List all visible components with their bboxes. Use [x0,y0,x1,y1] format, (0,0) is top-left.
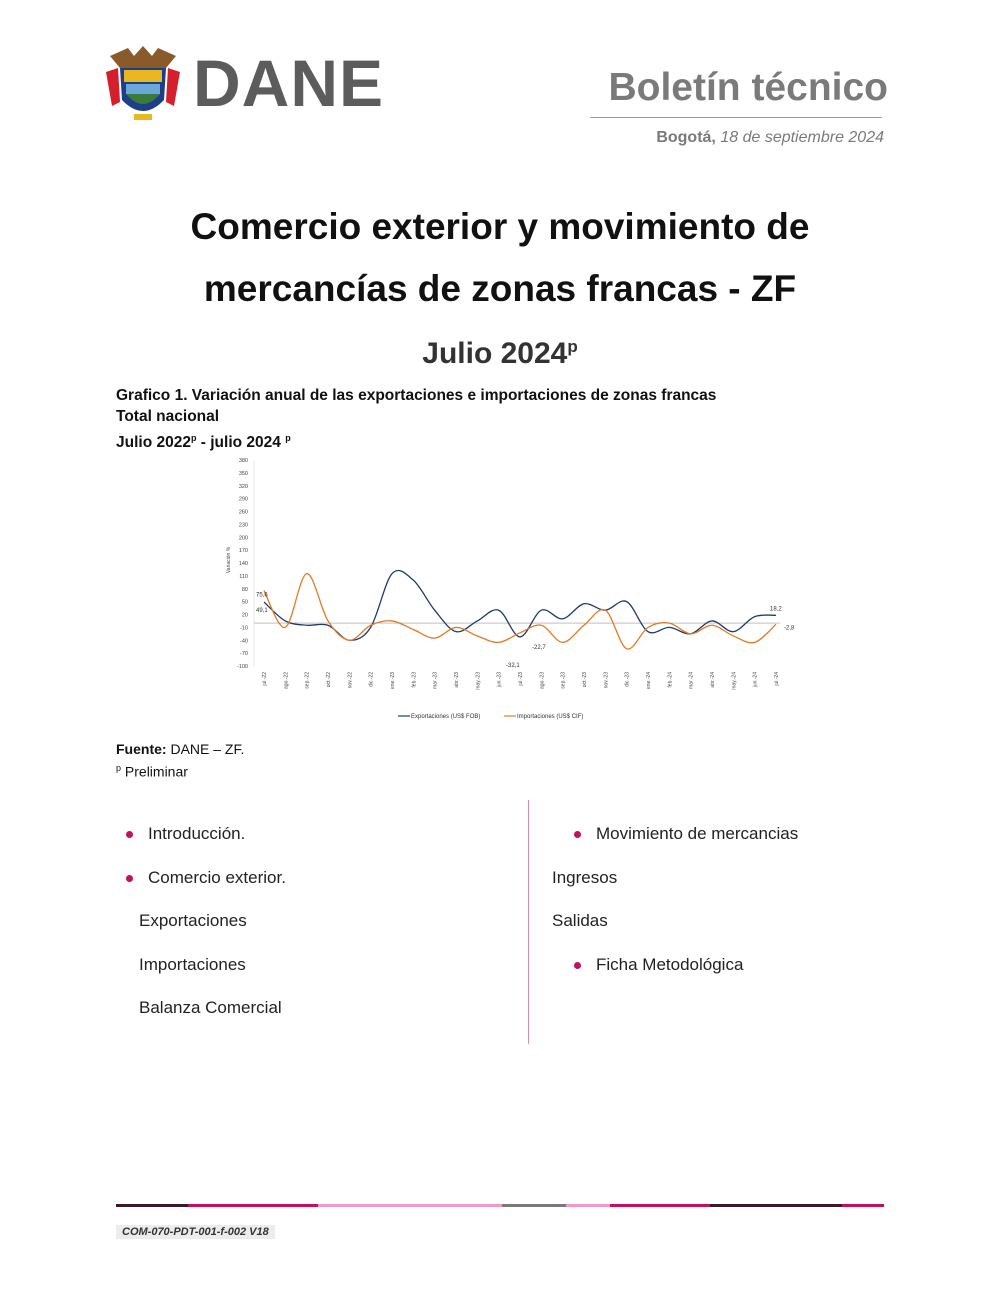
x-tick-label: jun.-24 [752,672,759,688]
data-label: 49,1 [256,608,268,615]
toc-item-importaciones[interactable]: Importaciones [139,955,246,974]
x-tick-label: feb.-24 [667,672,674,688]
y-tick-label: 20 [241,612,248,619]
main-title-line-2: mercancías de zonas francas - ZF [203,268,797,309]
x-tick-label: mar.-23 [432,672,439,689]
y-tick-label: 50 [241,599,248,606]
x-axis [262,672,780,690]
x-tick-label: ene.-23 [390,672,396,689]
y-tick-label: 320 [238,483,248,490]
y-tick-label: 350 [238,470,248,477]
x-tick-label: sep.-22 [304,672,311,689]
variation-line-chart [220,450,795,730]
period-text: Julio 2024 [422,337,568,370]
header-divider [590,117,882,118]
y-tick-label: 140 [238,561,248,567]
data-label: -2,8 [784,625,795,632]
y-tick-label: -100 [236,664,248,670]
x-tick-label: sep.-23 [560,672,567,689]
data-label: -32,1 [506,662,520,669]
data-label: 75,6 [256,592,268,599]
caption-prelim-mark-1: p [190,433,197,443]
main-title [100,196,900,320]
toc-column-divider [528,800,529,1044]
x-tick-label: dic.-23 [624,672,631,688]
period-preliminary-mark: p [567,337,578,356]
publication-city: Bogotá, [656,129,716,146]
toc-item-balanza-comercial[interactable]: Balanza Comercial [139,998,282,1017]
toc-item-comercio-exterior[interactable]: Comercio exterior. [148,868,286,887]
y-tick-label: 200 [238,535,248,542]
x-tick-label: oct.-23 [582,672,588,688]
importaciones-line [264,574,776,649]
x-tick-label: abr.-23 [454,672,460,688]
toc-item-movimiento-mercancias[interactable]: Movimiento de mercancias [596,824,799,843]
chart-source [116,741,244,757]
caption-period-start: Julio 2022 [116,434,191,452]
x-tick-label: ago.-22 [283,672,290,689]
x-tick-label: feb.-23 [411,672,418,688]
legend-exportaciones: Exportaciones (US$ FOB) [411,714,481,720]
source-label: Fuente: [116,741,167,757]
chart-caption-title: Grafico 1. Variación anual de las exportaciones e importaciones de zonas francas [116,387,717,404]
preliminary-text: Preliminar [121,763,188,780]
y-axis-label: Variación % [226,546,232,574]
x-tick-label: ene.-24 [646,672,652,689]
publication-date [656,129,884,147]
x-tick-label: jun.-23 [496,672,503,688]
period-title [0,337,1000,371]
preliminary-note [116,763,188,780]
toc-item-ingresos[interactable]: Ingresos [552,868,618,887]
document-type-heading: Boletín técnico [608,66,888,109]
chart-series [264,570,776,649]
x-tick-label: nov.-23 [603,672,610,689]
x-tick-label: may.-24 [731,672,738,690]
x-tick-label: may.-23 [475,672,482,690]
y-tick-label: -70 [240,651,248,658]
data-label: 18,2 [770,606,782,613]
coat-of-arms-logo [104,42,182,126]
caption-prelim-mark-2: p [285,433,291,443]
legend-importaciones: Importaciones (US$ CIF) [517,714,584,720]
y-tick-label: -10 [240,625,248,632]
y-tick-label: 170 [238,548,248,555]
source-text: DANE – ZF. [166,741,245,757]
x-tick-label: jul.-22 [262,672,268,686]
toc-item-salidas[interactable]: Salidas [552,911,608,930]
y-tick-label: 80 [241,586,248,593]
form-code: COM-070-PDT-001-f-002 V18 [116,1225,275,1239]
toc-item-introduccion[interactable]: Introducción. [148,824,246,843]
chart-caption-scope: Total nacional [116,408,220,425]
x-tick-label: jul.-23 [518,672,524,686]
y-tick-label: -40 [240,638,248,645]
x-tick-label: jul.-24 [774,672,780,686]
x-tick-label: ago.-23 [539,672,546,689]
preliminary-mark: p [116,763,122,773]
data-label: -22,7 [532,644,546,651]
y-tick-label: 380 [238,458,248,464]
x-tick-label: nov.-22 [347,672,354,689]
caption-period-end: - julio 2024 [196,434,286,452]
x-tick-label: oct.-22 [326,672,332,688]
toc-item-exportaciones[interactable]: Exportaciones [139,911,247,930]
x-tick-label: abr.-24 [710,672,716,688]
y-tick-label: 230 [238,522,248,529]
y-tick-label: 260 [238,509,248,516]
y-tick-label: 110 [239,573,248,580]
exportaciones-line [264,570,776,640]
chart-legend [398,714,583,720]
y-tick-label: 290 [238,496,248,503]
publication-date-value: 18 de septiembre 2024 [720,129,884,146]
main-title-line-1: Comercio exterior y movimiento de [190,206,810,247]
dane-logo-text: DANE [193,46,385,120]
x-tick-label: dic.-22 [368,672,375,688]
toc-item-ficha-metodologica[interactable]: Ficha Metodológica [596,955,744,974]
x-tick-label: mar.-24 [688,672,695,689]
